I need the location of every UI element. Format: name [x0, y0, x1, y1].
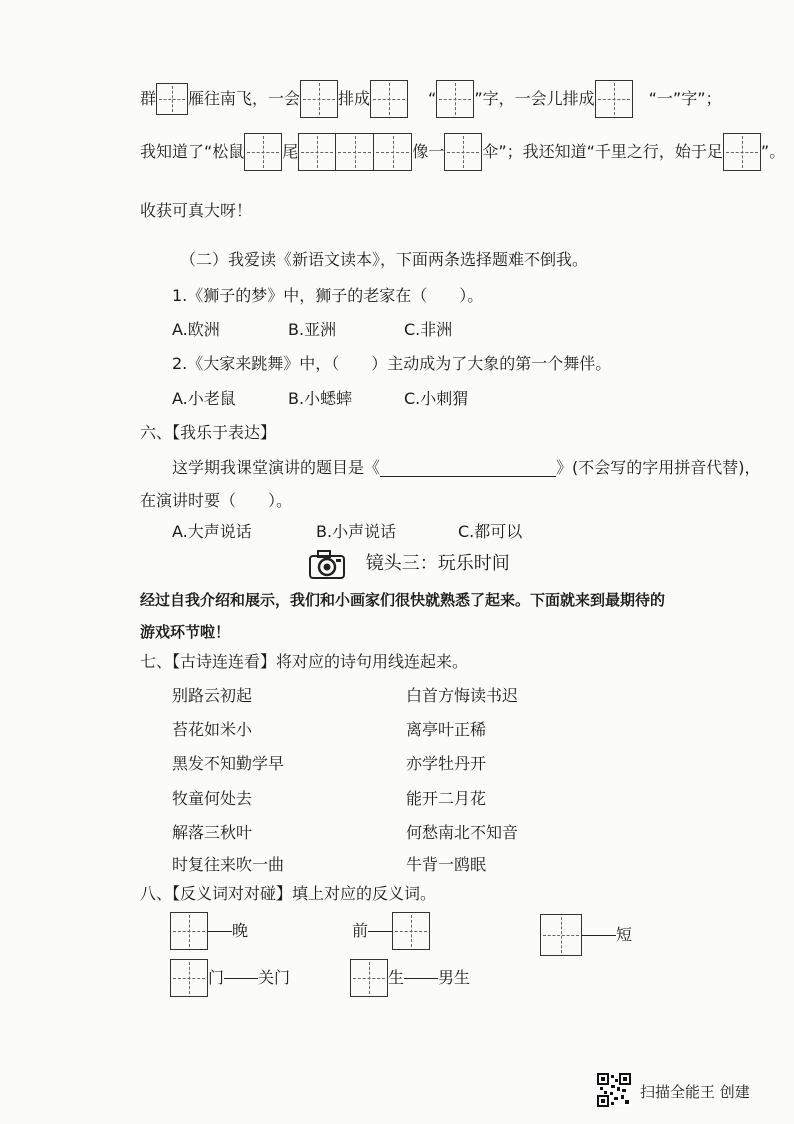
poem-left-4[interactable]: 牧童何处去 — [172, 789, 253, 808]
writing-box[interactable] — [436, 80, 474, 118]
writing-box[interactable] — [350, 959, 388, 997]
connector-dash — [368, 931, 392, 932]
passage-text: 排成 — [338, 89, 371, 108]
writing-box[interactable] — [595, 80, 633, 118]
scene-3-intro-1: 经过自我介绍和展示，我们和小画家们很快就熟悉了起来。下面就来到最期待的 — [140, 591, 666, 609]
antonym-word: 短 — [616, 925, 633, 944]
speech-title-line — [172, 455, 761, 480]
writing-box[interactable] — [300, 80, 338, 118]
section-8-title: 八、【反义词对对碰】填上对应的反义词。 — [140, 884, 437, 903]
connector-dash — [404, 978, 438, 979]
passage-text: 尾 — [282, 142, 299, 161]
poem-right-1[interactable]: 白首方悔读书迟 — [406, 686, 519, 705]
writing-box[interactable] — [444, 133, 482, 171]
q1-option-c[interactable]: C.非洲 — [404, 320, 453, 339]
poem-left-5[interactable]: 解落三秋叶 — [172, 823, 253, 842]
poem-right-2[interactable]: 离亭叶正稀 — [406, 720, 487, 739]
speech-title-blank[interactable] — [380, 458, 556, 477]
writing-box[interactable] — [374, 133, 412, 171]
writing-box[interactable] — [723, 133, 761, 171]
passage-text: 雁往南飞，一会 — [188, 89, 301, 108]
antonym-word: 前 — [352, 921, 369, 940]
passage-text: ”。 — [760, 142, 786, 161]
passage-line-2 — [140, 133, 785, 171]
scanner-watermark: 扫描全能王 创建 — [640, 1083, 750, 1101]
passage-line-3: 收获可真大呀！ — [140, 201, 253, 220]
speech-prompt: 这学期我课堂演讲的题目是《 — [172, 457, 381, 477]
antonym-word: 生 — [388, 968, 405, 987]
writing-box[interactable] — [170, 959, 208, 997]
writing-box[interactable] — [244, 133, 282, 171]
section-6-title: 六、【我乐于表达】 — [140, 423, 277, 442]
antonym-word: 晚 — [232, 921, 249, 940]
writing-box[interactable] — [370, 80, 408, 118]
scene-3-title: 镜头三：玩乐时间 — [365, 553, 510, 574]
section-7-title: 七、【古诗连连看】将对应的诗句用线连起来。 — [140, 652, 469, 671]
q2-option-b[interactable]: B.小蟋蟀 — [288, 389, 353, 408]
passage-text: “ — [428, 89, 437, 108]
reading-section-title: （二）我爱读《新语文读本》，下面两条选择题难不倒我。 — [180, 250, 589, 269]
antonym-item-4 — [170, 959, 290, 997]
poem-left-1[interactable]: 别路云初起 — [172, 686, 253, 705]
passage-line-1 — [140, 80, 722, 118]
antonym-word: 男生 — [438, 968, 471, 987]
speech-question: 在演讲时要（ ）。 — [140, 491, 293, 510]
antonym-item-5 — [350, 959, 470, 997]
s6-option-b[interactable]: B.小声说话 — [316, 522, 397, 541]
connector-dash — [208, 931, 232, 932]
passage-text: 群 — [140, 89, 157, 108]
poem-right-4[interactable]: 能开二月花 — [406, 789, 487, 808]
antonym-item-1 — [170, 912, 248, 950]
passage-text: 我知道了“松鼠 — [140, 142, 245, 161]
question-1: 1.《狮子的梦》中，狮子的老家在（ ）。 — [172, 286, 484, 305]
writing-box[interactable] — [540, 914, 582, 956]
poem-right-3[interactable]: 亦学牡丹开 — [406, 754, 487, 773]
question-2: 2.《大家来跳舞》中，（ ）主动成为了大象的第一个舞伴。 — [172, 354, 612, 373]
antonym-word: 关门 — [258, 968, 291, 987]
scene-3-intro-2: 游戏环节啦！ — [140, 623, 231, 641]
writing-box[interactable] — [170, 912, 208, 950]
q2-option-c[interactable]: C.小刺猬 — [404, 389, 469, 408]
poem-left-2[interactable]: 苔花如米小 — [172, 720, 253, 739]
antonym-word: 门 — [208, 968, 225, 987]
poem-left-3[interactable]: 黑发不知勤学早 — [172, 754, 285, 773]
s6-option-a[interactable]: A.大声说话 — [172, 522, 252, 541]
writing-box[interactable] — [156, 83, 188, 115]
poem-left-6[interactable]: 时复往来吹一曲 — [172, 855, 285, 874]
camera-icon — [308, 548, 346, 580]
passage-text: ”字，一会儿排成 — [474, 89, 595, 108]
antonym-item-2 — [352, 912, 430, 950]
passage-text: 像一 — [412, 142, 445, 161]
scene-3-header — [308, 548, 510, 580]
connector-dash — [582, 935, 616, 936]
passage-text: “一”字”； — [648, 89, 722, 108]
q1-option-a[interactable]: A.欧洲 — [172, 320, 220, 339]
s6-option-c[interactable]: C.都可以 — [458, 522, 523, 541]
passage-text: 伞”；我还知道“千里之行，始于足 — [482, 142, 723, 161]
poem-right-6[interactable]: 牛背一鸥眠 — [406, 855, 487, 874]
speech-note: 》(不会写的字用拼音代替)， — [556, 457, 761, 477]
q2-option-a[interactable]: A.小老鼠 — [172, 389, 236, 408]
poem-right-5[interactable]: 何愁南北不知音 — [406, 823, 519, 842]
writing-box[interactable] — [336, 133, 374, 171]
antonym-item-3 — [540, 914, 632, 956]
writing-box-group — [298, 133, 412, 171]
q1-option-b[interactable]: B.亚洲 — [288, 320, 337, 339]
qr-code-icon — [597, 1073, 631, 1107]
writing-box[interactable] — [392, 912, 430, 950]
writing-box[interactable] — [298, 133, 336, 171]
connector-dash — [224, 978, 258, 979]
